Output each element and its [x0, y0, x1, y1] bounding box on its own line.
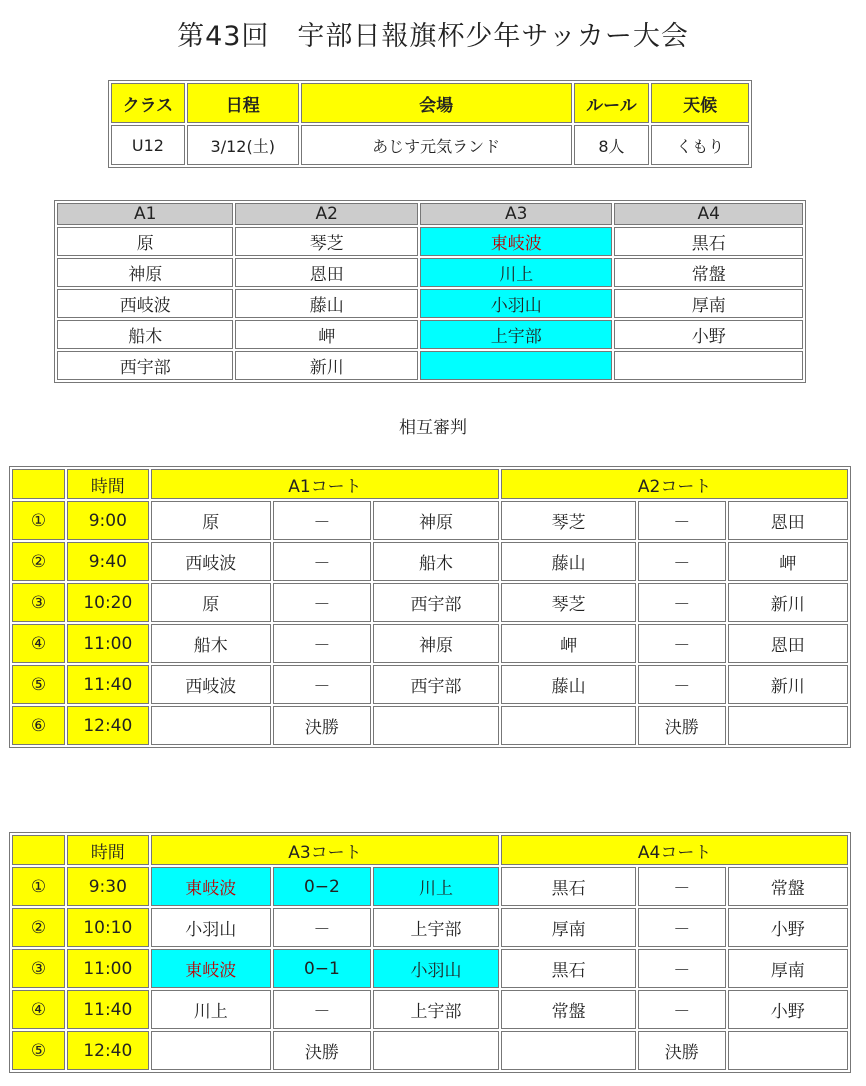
table-row — [12, 542, 848, 581]
group-header-a2: A2 — [235, 203, 417, 225]
court-a1-header: A1コート — [151, 469, 500, 499]
group-cell: 上宇部 — [420, 320, 613, 349]
team-right-opponent: 常盤 — [728, 867, 848, 906]
team-right-opponent: 恩田 — [728, 624, 848, 663]
team-left: 東岐波 — [151, 867, 271, 906]
table-row — [12, 501, 848, 540]
score-right: 決勝 — [638, 706, 726, 745]
team-right-opponent: 新川 — [728, 665, 848, 704]
group-cell — [420, 351, 613, 380]
match-number: ③ — [12, 583, 65, 622]
match-time: 9:00 — [67, 501, 149, 540]
score-right: － — [638, 867, 726, 906]
score-left: 決勝 — [273, 706, 371, 745]
team-left: 西岐波 — [151, 665, 271, 704]
match-time: 9:40 — [67, 542, 149, 581]
match-number: ④ — [12, 990, 65, 1029]
team-left: 東岐波 — [151, 949, 271, 988]
score-left: 0−2 — [273, 867, 371, 906]
team-left-opponent: 川上 — [373, 867, 499, 906]
team-left-opponent: 神原 — [373, 501, 499, 540]
team-right — [501, 1031, 636, 1070]
info-date: 3/12(土) — [187, 125, 299, 165]
group-cell: 西岐波 — [57, 289, 233, 318]
group-cell: 琴芝 — [235, 227, 417, 256]
match-number: ① — [12, 867, 65, 906]
time-header: 時間 — [67, 469, 149, 499]
schedule-table-a3-a4 — [9, 832, 851, 1073]
group-cell: 小羽山 — [420, 289, 613, 318]
info-header-date: 日程 — [187, 83, 299, 123]
match-number: ① — [12, 501, 65, 540]
team-right-opponent: 岬 — [728, 542, 848, 581]
match-time: 11:00 — [67, 624, 149, 663]
team-left — [151, 706, 271, 745]
table-row — [12, 908, 848, 947]
score-left: － — [273, 501, 371, 540]
score-left: － — [273, 583, 371, 622]
match-number: ② — [12, 908, 65, 947]
info-header-rule: ルール — [574, 83, 650, 123]
team-right: 常盤 — [501, 990, 636, 1029]
team-left-opponent: 小羽山 — [373, 949, 499, 988]
score-right: － — [638, 501, 726, 540]
team-right: 黒石 — [501, 949, 636, 988]
team-right: 岬 — [501, 624, 636, 663]
team-right-opponent — [728, 706, 848, 745]
groups-table — [54, 200, 806, 383]
page-title: 第43回 宇部日報旗杯少年サッカー大会 — [177, 21, 689, 52]
group-header-a3: A3 — [420, 203, 613, 225]
match-time: 12:40 — [67, 1031, 149, 1070]
team-left — [151, 1031, 271, 1070]
match-time: 11:40 — [67, 990, 149, 1029]
schedule-corner — [12, 835, 65, 865]
group-cell: 岬 — [235, 320, 417, 349]
score-left: － — [273, 542, 371, 581]
group-cell: 厚南 — [614, 289, 803, 318]
team-right-opponent: 小野 — [728, 908, 848, 947]
info-rule: 8人 — [574, 125, 650, 165]
score-left: － — [273, 990, 371, 1029]
score-right: － — [638, 542, 726, 581]
score-right: 決勝 — [638, 1031, 726, 1070]
team-left: 船木 — [151, 624, 271, 663]
table-row — [12, 624, 848, 663]
score-left: － — [273, 665, 371, 704]
match-number: ⑤ — [12, 1031, 65, 1070]
team-left-opponent: 西宇部 — [373, 583, 499, 622]
team-left-opponent: 上宇部 — [373, 990, 499, 1029]
match-number: ④ — [12, 624, 65, 663]
table-row — [12, 1031, 848, 1070]
score-left: 0−1 — [273, 949, 371, 988]
match-time: 11:00 — [67, 949, 149, 988]
team-left-opponent: 神原 — [373, 624, 499, 663]
score-right: － — [638, 624, 726, 663]
table-row — [12, 867, 848, 906]
group-cell: 原 — [57, 227, 233, 256]
match-time: 11:40 — [67, 665, 149, 704]
team-right: 藤山 — [501, 665, 636, 704]
group-header-a1: A1 — [57, 203, 233, 225]
team-right-opponent: 恩田 — [728, 501, 848, 540]
team-right-opponent: 厚南 — [728, 949, 848, 988]
team-left: 小羽山 — [151, 908, 271, 947]
team-left-opponent: 船木 — [373, 542, 499, 581]
group-cell: 東岐波 — [420, 227, 613, 256]
team-right-opponent: 小野 — [728, 990, 848, 1029]
team-left-opponent — [373, 1031, 499, 1070]
group-cell: 船木 — [57, 320, 233, 349]
referee-note: 相互審判 — [399, 418, 467, 438]
match-number: ⑤ — [12, 665, 65, 704]
group-cell: 藤山 — [235, 289, 417, 318]
table-row — [12, 990, 848, 1029]
group-cell: 西宇部 — [57, 351, 233, 380]
info-weather: くもり — [651, 125, 749, 165]
match-number: ③ — [12, 949, 65, 988]
group-cell: 黒石 — [614, 227, 803, 256]
info-table — [108, 80, 752, 168]
match-time: 10:10 — [67, 908, 149, 947]
team-right-opponent — [728, 1031, 848, 1070]
group-cell: 常盤 — [614, 258, 803, 287]
schedule-table-a1-a2 — [9, 466, 851, 748]
score-right: － — [638, 583, 726, 622]
group-cell — [614, 351, 803, 380]
info-header-venue: 会場 — [301, 83, 572, 123]
score-right: － — [638, 990, 726, 1029]
team-right: 琴芝 — [501, 583, 636, 622]
team-left-opponent — [373, 706, 499, 745]
team-left: 西岐波 — [151, 542, 271, 581]
schedule-corner — [12, 469, 65, 499]
group-cell: 恩田 — [235, 258, 417, 287]
match-time: 10:20 — [67, 583, 149, 622]
team-right: 厚南 — [501, 908, 636, 947]
team-left: 原 — [151, 501, 271, 540]
group-cell: 神原 — [57, 258, 233, 287]
score-left: － — [273, 908, 371, 947]
team-left: 原 — [151, 583, 271, 622]
team-right-opponent: 新川 — [728, 583, 848, 622]
time-header: 時間 — [67, 835, 149, 865]
info-venue: あじす元気ランド — [301, 125, 572, 165]
court-a4-header: A4コート — [501, 835, 848, 865]
match-time: 9:30 — [67, 867, 149, 906]
team-right: 琴芝 — [501, 501, 636, 540]
court-a3-header: A3コート — [151, 835, 500, 865]
table-row — [12, 949, 848, 988]
score-right: － — [638, 949, 726, 988]
score-left: 決勝 — [273, 1031, 371, 1070]
group-cell: 小野 — [614, 320, 803, 349]
team-right — [501, 706, 636, 745]
team-right: 藤山 — [501, 542, 636, 581]
score-left: － — [273, 624, 371, 663]
match-number: ② — [12, 542, 65, 581]
team-right: 黒石 — [501, 867, 636, 906]
match-number: ⑥ — [12, 706, 65, 745]
table-row — [12, 706, 848, 745]
score-right: － — [638, 665, 726, 704]
info-class: U12 — [111, 125, 185, 165]
score-right: － — [638, 908, 726, 947]
team-left-opponent: 西宇部 — [373, 665, 499, 704]
match-time: 12:40 — [67, 706, 149, 745]
table-row — [12, 583, 848, 622]
group-header-a4: A4 — [614, 203, 803, 225]
team-left: 川上 — [151, 990, 271, 1029]
info-header-weather: 天候 — [651, 83, 749, 123]
info-header-class: クラス — [111, 83, 185, 123]
team-left-opponent: 上宇部 — [373, 908, 499, 947]
court-a2-header: A2コート — [501, 469, 848, 499]
group-cell: 新川 — [235, 351, 417, 380]
group-cell: 川上 — [420, 258, 613, 287]
table-row — [12, 665, 848, 704]
